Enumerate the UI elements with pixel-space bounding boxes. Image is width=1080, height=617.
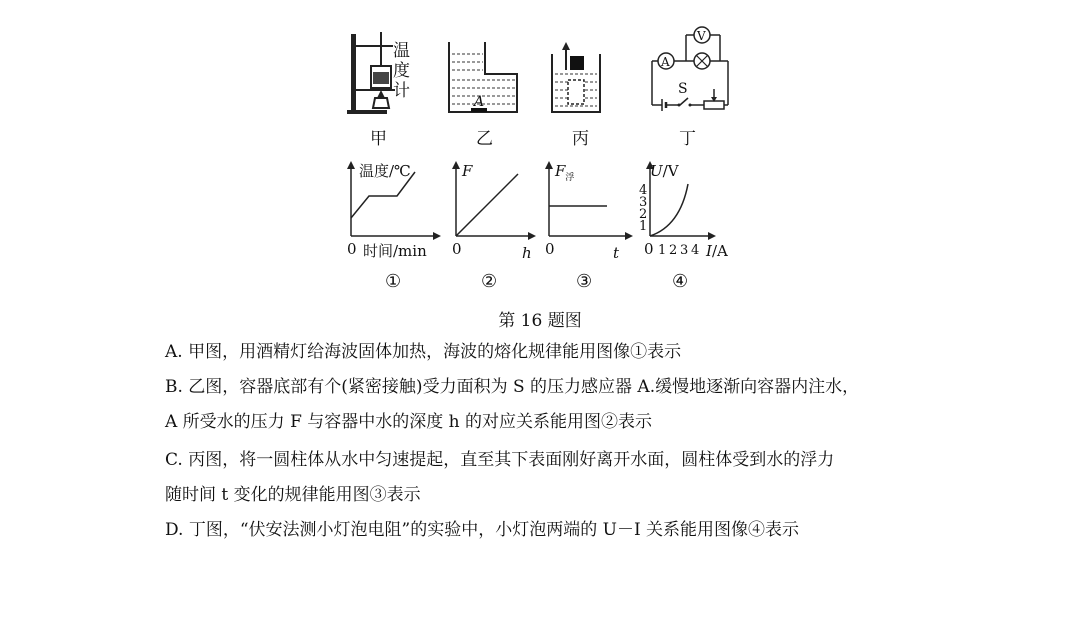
graph-number-1: ① bbox=[385, 271, 402, 292]
graph-2-xlabel: h bbox=[522, 244, 532, 262]
graph-3-ylabel-sub: 浮 bbox=[565, 173, 575, 183]
voltmeter-label: V bbox=[697, 29, 706, 43]
graph-2-curve bbox=[456, 174, 518, 236]
graph-2 bbox=[448, 160, 538, 260]
graph-4-xtick-3: 3 bbox=[680, 243, 689, 258]
label-jia: 甲 bbox=[370, 129, 387, 149]
graph-1-xlabel: 时间/min bbox=[363, 242, 427, 260]
graph-4-ylabel: U/V bbox=[650, 162, 679, 180]
graph-3-origin: 0 bbox=[545, 240, 555, 258]
graph-4 bbox=[636, 160, 746, 260]
label-yi: 乙 bbox=[476, 129, 493, 149]
option-b-line-2: A 所受水的压力 F 与容器中水的深度 h 的对应关系能用图②表示 bbox=[165, 412, 653, 432]
figure-bing-cylinder bbox=[548, 40, 608, 120]
graph-4-origin: 0 bbox=[644, 240, 654, 258]
figure-ding-circuit bbox=[640, 25, 740, 115]
graph-4-ytick-3: 3 bbox=[639, 195, 648, 210]
thermometer-label-2: 度 bbox=[393, 61, 410, 81]
figure-caption: 第 16 题图 bbox=[498, 311, 582, 331]
option-d: D. 丁图，“伏安法测小灯泡电阻”的实验中，小灯泡两端的 U－I 关系能用图像④表示 bbox=[165, 520, 800, 540]
graph-2-origin: 0 bbox=[452, 240, 462, 258]
graph-1-origin: 0 bbox=[347, 240, 357, 258]
label-ding: 丁 bbox=[679, 129, 696, 149]
switch-label: S bbox=[678, 81, 688, 97]
label-bing: 丙 bbox=[572, 129, 589, 149]
graph-1-ylabel: 温度/℃ bbox=[359, 162, 411, 180]
graph-number-3: ③ bbox=[576, 271, 593, 292]
ammeter-label: A bbox=[661, 55, 670, 69]
graph-4-curve bbox=[650, 184, 688, 236]
figure-yi-container bbox=[445, 40, 525, 120]
graph-4-ytick-4: 4 bbox=[639, 183, 648, 198]
thermometer-label bbox=[391, 40, 415, 110]
graph-1 bbox=[345, 160, 445, 260]
sensor-a-label: A bbox=[474, 94, 485, 110]
graph-3-xlabel: t bbox=[613, 244, 620, 262]
graph-4-xtick-4: 4 bbox=[691, 243, 700, 258]
option-a: A. 甲图，用酒精灯给海波固体加热，海波的熔化规律能用图像①表示 bbox=[165, 342, 682, 362]
graph-4-ytick-2: 2 bbox=[639, 207, 648, 222]
graph-number-4: ④ bbox=[672, 271, 689, 292]
graph-3 bbox=[541, 160, 636, 260]
graph-number-2: ② bbox=[481, 271, 498, 292]
graph-4-xtick-1: 1 bbox=[658, 243, 667, 258]
option-c-line-1: C. 丙图，将一圆柱体从水中匀速提起，直至其下表面刚好离开水面，圆柱体受到水的浮力 bbox=[165, 450, 835, 470]
thermometer-label-1: 温 bbox=[393, 41, 410, 61]
graph-4-xlabel: I/A bbox=[706, 242, 728, 260]
option-c-line-2: 随时间 t 变化的规律能用图③表示 bbox=[165, 485, 421, 505]
graph-4-ytick-1: 1 bbox=[639, 219, 648, 234]
graph-2-ylabel: F bbox=[462, 162, 473, 180]
thermometer-label-3: 计 bbox=[393, 81, 410, 101]
graph-3-ylabel: $F_浮$ bbox=[555, 162, 575, 183]
graph-4-xtick-2: 2 bbox=[669, 243, 678, 258]
option-b-line-1: B. 乙图，容器底部有个(紧密接触)受力面积为 S 的压力感应器 A.缓慢地逐渐向容器内注水， bbox=[165, 377, 860, 397]
